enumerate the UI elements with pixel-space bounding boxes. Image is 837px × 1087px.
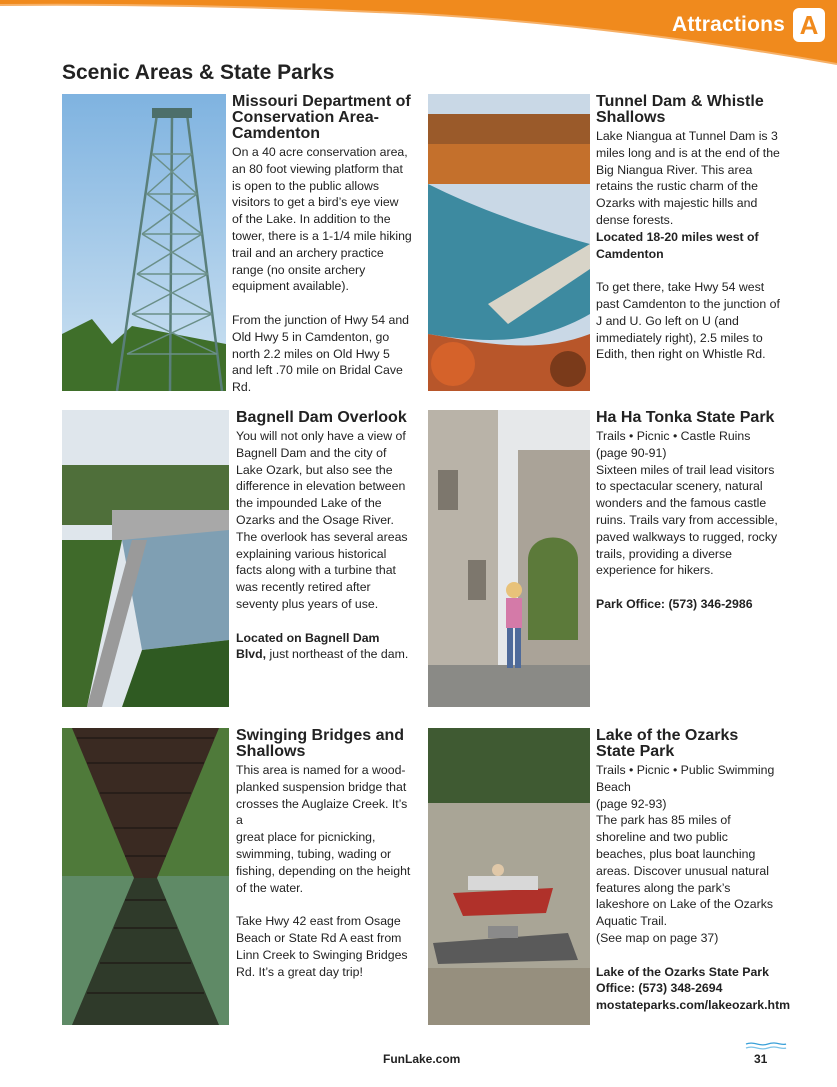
entry-tunnel-dam <box>596 94 781 363</box>
entry-office-phone: Park Office: (573) 346-2986 <box>596 596 753 611</box>
section-letter-badge: A <box>793 8 825 42</box>
entry-ha-ha-tonka <box>596 410 781 613</box>
entry-title: Lake of the Ozarks State Park <box>596 727 739 760</box>
entry-body: You will not only have a view of Bagnell Dam and the city of Lake Ozark, but also see the difference in elevation between the impounded Lake of the Ozarks and the Osage River. The overlook has several areas explaining various historical facts along with a turbine that was recently retired after seventy plus years of use. <box>236 429 408 611</box>
entry-body: Lake Niangua at Tunnel Dam is 3 miles long and is at the end of the Big Niangua River. This area retains the rustic charm of the Ozarks with majestic hills and dense forests. <box>596 129 780 227</box>
entry-location-rest: just northeast of the dam. <box>266 647 409 662</box>
entry-directions: To get there, take Hwy 54 west past Camdenton to the junction of J and U. Go left on U (and immediately right), 2.5 miles to Edith, then right on Whistle Rd. <box>596 280 780 362</box>
section-label: Attractions <box>671 13 785 36</box>
entry-office-phone: Lake of the Ozarks State Park Office: (573) 348-2694 <box>596 964 769 996</box>
photo-bagnell-dam <box>62 410 229 707</box>
water-waves-icon <box>744 1040 788 1052</box>
entry-location-bold: Located on Bagnell Dam Blvd, <box>236 630 380 662</box>
photo-viewing-tower <box>62 94 226 391</box>
entry-title: Swinging Bridges and Shallows <box>236 727 405 760</box>
entry-title: Tunnel Dam & Whistle Shallows <box>596 93 764 126</box>
entry-title: Missouri Department of Conservation Area-Camdenton <box>232 93 411 142</box>
entry-body: This area is named for a wood-planked suspension bridge that crosses the Auglaize Creek. It’s a great place for picnicking, swimming, tubing, wading or fishing, depending on the height of the water. Take Hwy 42 east from Osage Beach or State Rd A east from Linn Creek to Swinging Bridges Rd. It’s a great day trip! <box>236 763 411 979</box>
entry-conservation-area <box>232 94 412 396</box>
entry-lake-ozarks-state-park <box>596 727 791 1014</box>
photo-boats-lake <box>428 728 590 1025</box>
entry-swinging-bridges <box>236 728 416 980</box>
entry-location: Located 18-20 miles west of Camdenton <box>596 229 759 261</box>
entry-body: On a 40 acre conservation area, an 80 foot viewing platform that is open to the public allows visitors to get a bird’s eye view of the Lake. In addition to the tower, there is a 1-1/4 mile hiking trail and an archery practice range (no onsite archery equipment available). From the junction of Hwy 54 and Old Hwy 5 in Camdenton, go north 2.2 miles on Old Hwy 5 and left .70 mile on Bridal Cave Rd. <box>232 145 412 395</box>
footer-website: FunLake.com <box>383 1052 461 1066</box>
photo-tunnel-dam <box>428 94 590 391</box>
photo-castle-ruins <box>428 410 590 707</box>
entry-title: Ha Ha Tonka State Park <box>596 409 775 426</box>
entry-body: Trails • Picnic • Castle Ruins (page 90-91) Sixteen miles of trail lead visitors to spectacular scenery, natural wonders and the famous castle ruins. Trails vary from accessible, paved walkways to rugged, rocky trails, providing a diverse experience for hikers. <box>596 429 778 578</box>
page-title: Scenic Areas & State Parks <box>62 61 335 84</box>
entry-bagnell-dam <box>236 410 411 663</box>
entry-location <box>236 630 411 664</box>
entry-title: Bagnell Dam Overlook <box>236 409 407 426</box>
entry-body: Trails • Picnic • Public Swimming Beach (page 92-93) The park has 85 miles of shoreline and two public beaches, plus boat launching areas. Discover unusual natural features along the park’s lakeshore on Lake of the Ozarks Aquatic Trail. (See map on page 37) <box>596 763 775 945</box>
photo-swinging-bridge <box>62 728 229 1025</box>
entry-website-link[interactable]: mostateparks.com/lakeozark.htm <box>596 998 791 1013</box>
page-number: 31 <box>754 1052 768 1066</box>
